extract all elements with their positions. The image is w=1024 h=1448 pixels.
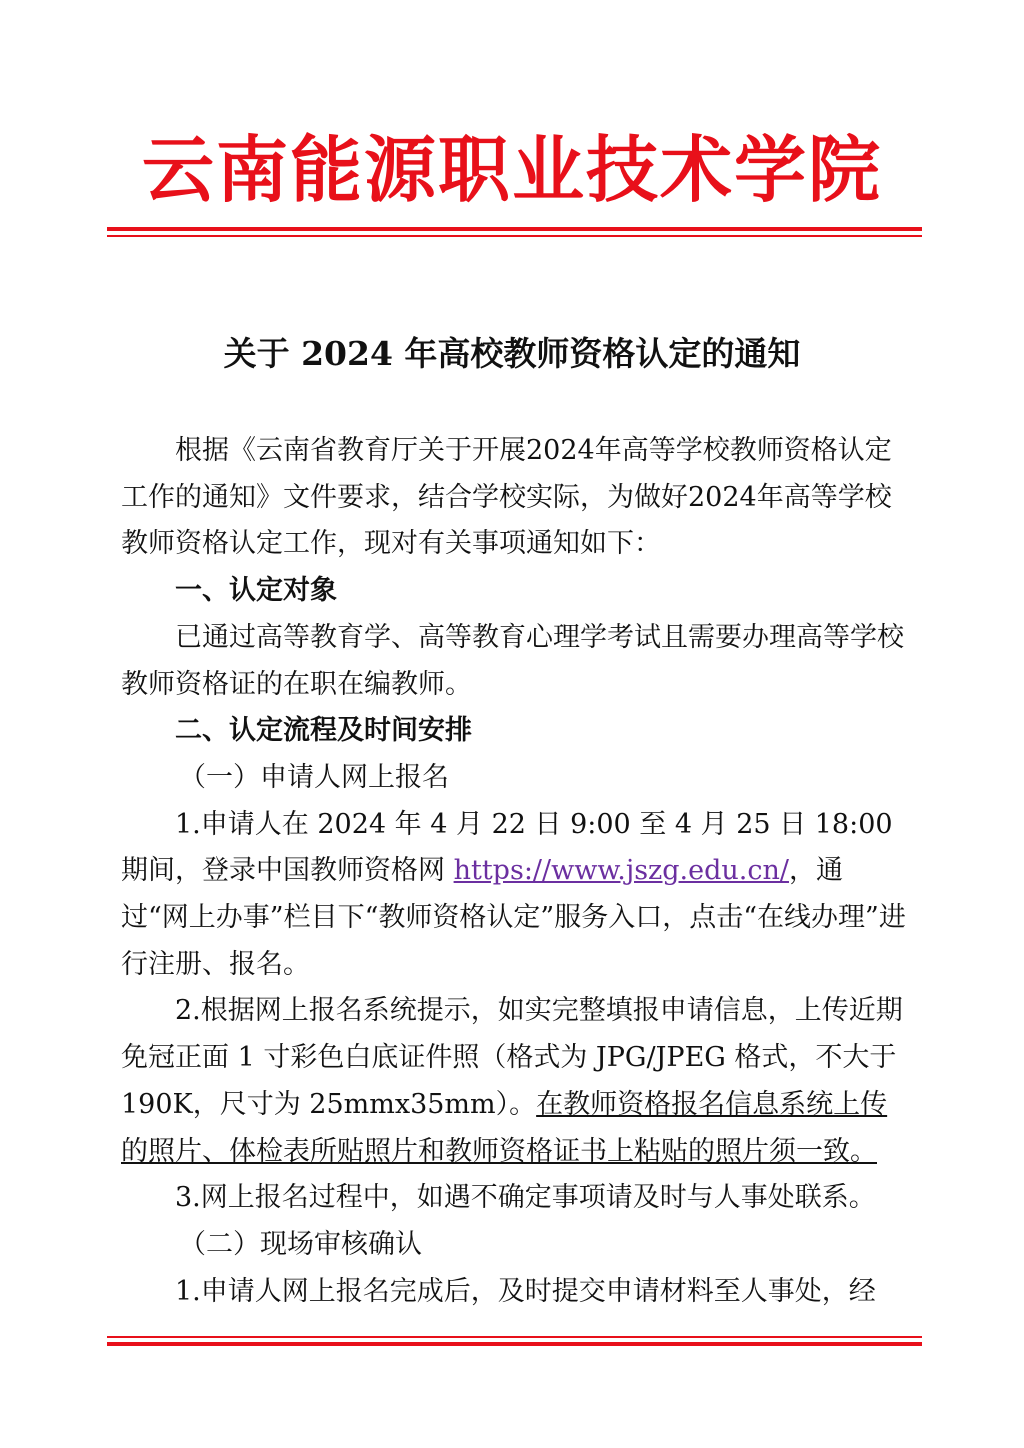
header-rule-thick [107, 227, 922, 231]
section2-heading: 二、认定流程及时间安排 [175, 715, 472, 747]
item3-paragraph: 3.网上报名过程中，如遇不确定事项请及时与人事处联系。 [175, 1182, 876, 1214]
section1-heading: 一、认定对象 [175, 575, 337, 607]
item1-text-before: 1.申请人在 2024 年 4 月 22 日 9:00 至 4 月 25 日 18:00 期间，登录中国教师资格网 [121, 808, 893, 887]
item2-underlined-text: 在教师资格报名信息系统上传的照片、体检表所贴照片和教师资格证书上粘贴的照片须一致。 [121, 1088, 888, 1167]
section1-paragraph: 已通过高等教育学、高等教育心理学考试且需要办理高等学校教师资格证的在职在编教师。 [121, 621, 904, 700]
intro-paragraph: 根据《云南省教育厅关于开展2024年高等学校教师资格认定工作的通知》文件要求，结合学校实际，为做好2024年高等学校教师资格认定工作，现对有关事项通知如下： [121, 435, 892, 560]
subsection2-heading: （二）现场审核确认 [179, 1228, 422, 1260]
item2-paragraph [121, 988, 907, 1175]
item2-text-before: 2.根据网上报名系统提示，如实完整填报申请信息，上传近期免冠正面 1 寸彩色白底证件照（格式为 JPG/JPEG 格式，不大于190K，尺寸为 25mmx35mm）。 [121, 995, 903, 1120]
jszg-link[interactable]: https://www.jszg.edu.cn/ [453, 855, 789, 887]
item1-paragraph [121, 802, 907, 989]
notice-title: 关于 2024 年高校教师资格认定的通知 [223, 334, 801, 373]
footer-rule-thick [107, 1342, 922, 1346]
footer-rule-thin [107, 1336, 922, 1338]
item1-text-after: ，通过“网上办事”栏目下“教师资格认定”服务入口，点击“在线办理”进行注册、报名。 [121, 855, 906, 980]
sub2-item1-paragraph: 1.申请人网上报名完成后，及时提交申请材料至人事处，经 [175, 1275, 876, 1307]
subsection1-heading: （一）申请人网上报名 [179, 761, 449, 793]
notice-body [121, 428, 907, 1315]
header-rule-thin [107, 235, 922, 237]
masthead-title: 云南能源职业技术学院 [141, 127, 882, 212]
